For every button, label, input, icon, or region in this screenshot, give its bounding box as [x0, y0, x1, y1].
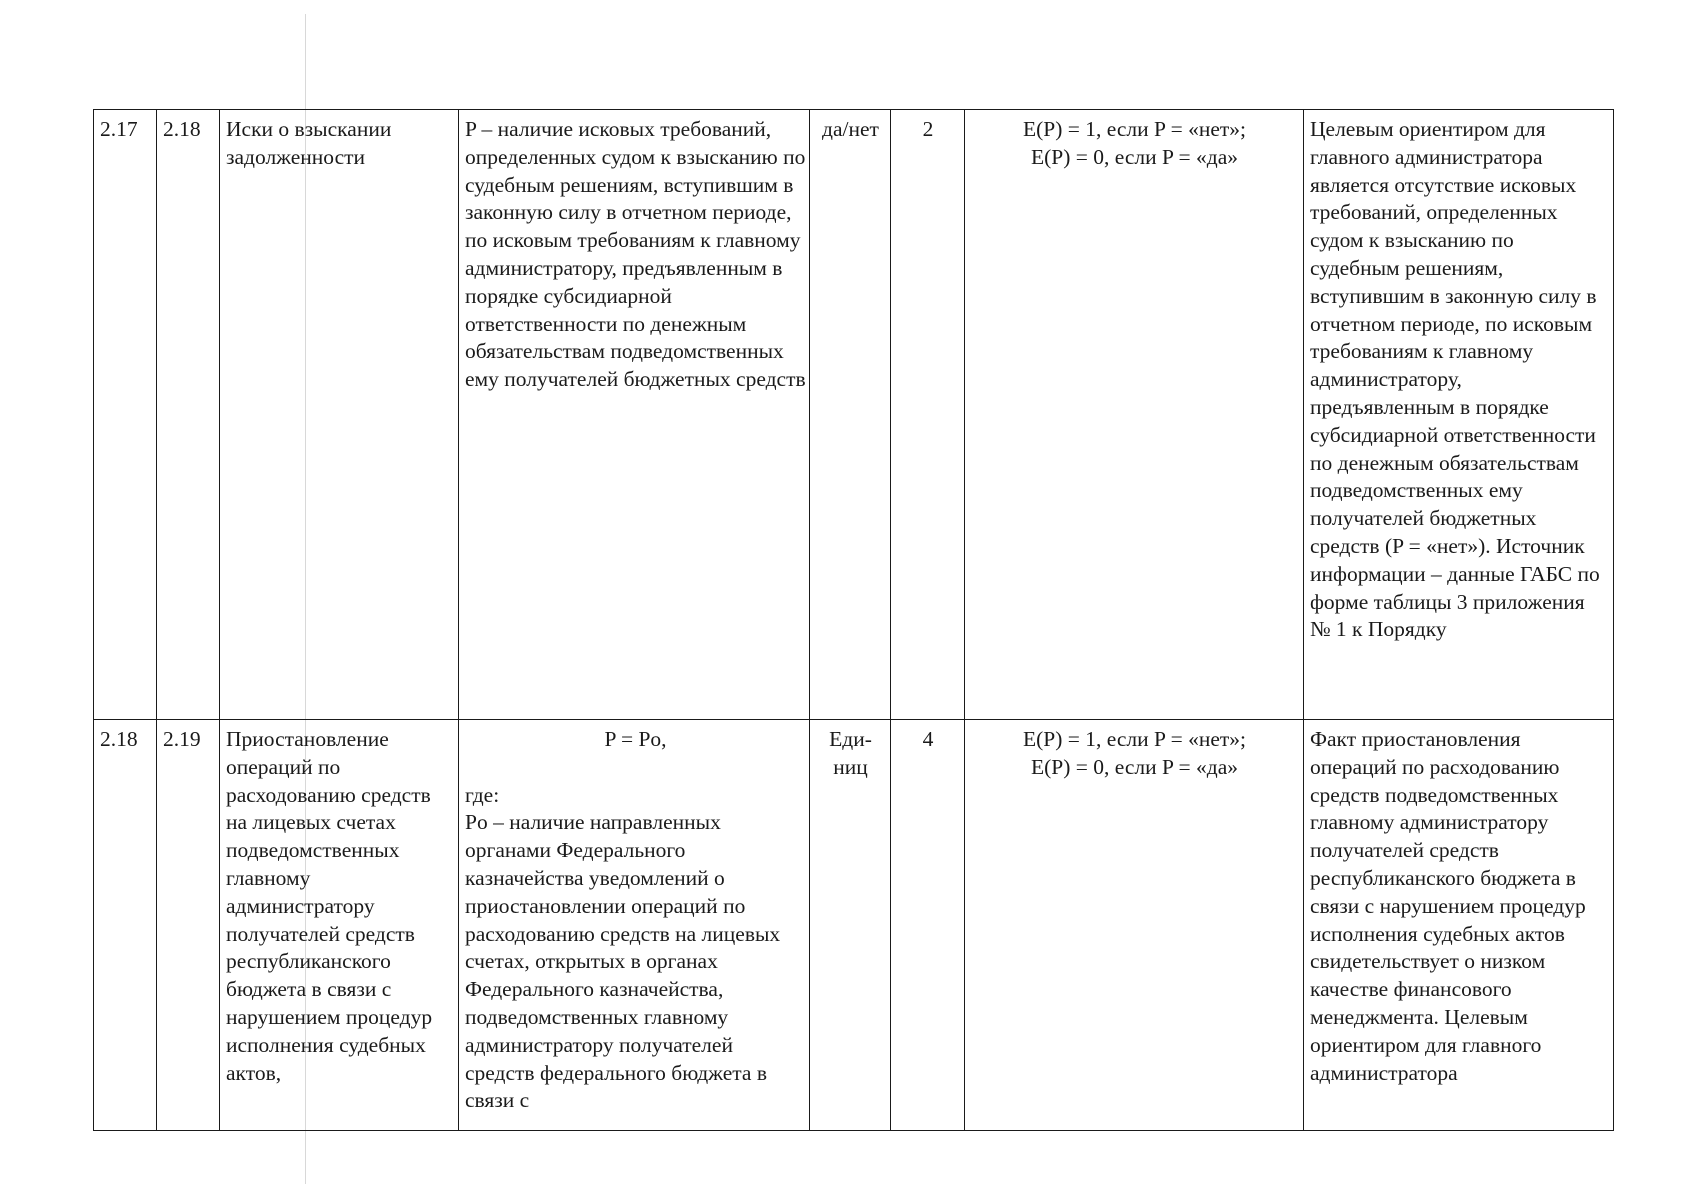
evaluation-rule-line-1: E(P) = 1, если P = «нет»;	[1023, 727, 1246, 751]
unit-of-measure: да/нет	[810, 110, 891, 720]
indicator-comment	[1304, 720, 1614, 1131]
row-number-new: 2.18	[157, 110, 220, 720]
row-number-old: 2.17	[94, 110, 157, 720]
table-row	[94, 720, 1614, 1131]
indicator-comment-text: Факт приостановления операций по расходованию средств подведомственных главному администратору получателей средств республиканского бюджета в связи с нарушением процедур исполнения судебных актов свидетельствует о низком качестве финансового менеджмента. Целевым ориентиром для главного администратора	[1310, 727, 1586, 1085]
unit-line-2: ниц	[833, 754, 868, 779]
indicator-weight: 4	[891, 720, 965, 1131]
unit-line-1: Еди-	[829, 727, 872, 751]
unit-of-measure	[810, 720, 891, 1131]
row-number-old: 2.18	[94, 720, 157, 1131]
indicator-name	[220, 720, 459, 1131]
formula-head: P = Po,	[604, 727, 667, 751]
indicator-weight: 2	[891, 110, 965, 720]
indicator-formula: P – наличие исковых требований, определенных судом к взысканию по судебным решениям, вступившим в законную силу в отчетном периоде, по исковым требованиям к главному администратору, предъявленным в порядке субсидиарной ответственности по денежным обязательствам подведомственных ему получателей бюджетных средств	[459, 110, 810, 720]
formula-body: Po – наличие направленных органами Федерального казначейства уведомлений о приостановлении операций по расходованию средств на лицевых счетах, открытых в органах Федерального казначейства, подведомственных главному администратору получателей средств федерального бюджета в связи с	[465, 810, 781, 1113]
evaluation-rule-line-2: E(P) = 0, если P = «да»	[1030, 144, 1239, 169]
row-number-new: 2.19	[157, 720, 220, 1131]
evaluation-rule-line-1: E(P) = 1, если P = «нет»;	[1023, 117, 1246, 141]
formula-gap	[465, 754, 806, 782]
indicator-name: Иски о взыскании задолженности	[220, 110, 459, 720]
indicator-formula-content	[465, 726, 806, 1130]
indicator-comment: Целевым ориентиром для главного администратора является отсутствие исковых требований, определенных судом к взысканию по судебным решениям, вступившим в законную силу в отчетном периоде, по исковым требованиям к главному администратору, предъявленным в порядке субсидиарной ответственности по денежным обязательствам подведомственных ему получателей бюджетных средств (P = «нет»). Источник информации – данные ГАБС по форме таблицы 3 приложения № 1 к Порядку	[1304, 110, 1614, 720]
evaluation-rule	[965, 720, 1304, 1131]
evaluation-rule-line-2: E(P) = 0, если P = «да»	[1030, 754, 1239, 779]
indicator-formula	[459, 720, 810, 1131]
table-row	[94, 110, 1614, 720]
evaluation-rule	[965, 110, 1304, 720]
indicator-table	[93, 109, 1614, 1131]
indicator-name-text: Приостановление операций по расходованию средств на лицевых счетах подведомственных главному администратору получателей средств республиканского бюджета в связи с нарушением процедур исполнения судебных актов,	[226, 727, 433, 1085]
formula-where: где:	[465, 782, 500, 807]
